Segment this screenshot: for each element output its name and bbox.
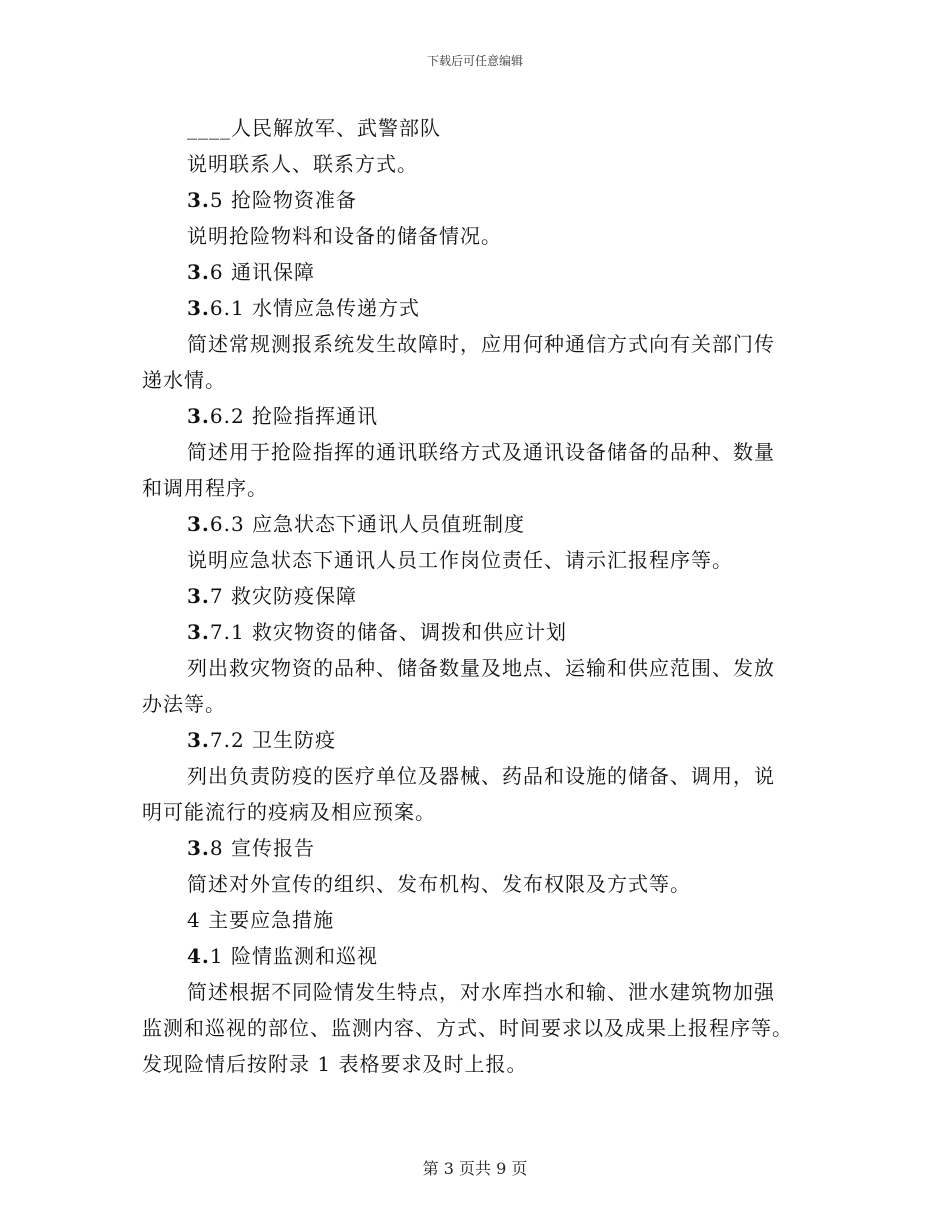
body-line — [142, 974, 812, 1010]
line-text: 列出负责防疫的医疗单位及器械、药品和设施的储备、调用，说 — [187, 764, 775, 788]
line-text: 4 主要应急措施 — [187, 908, 335, 932]
body-line — [142, 686, 812, 722]
section-number: 3. — [187, 260, 210, 284]
line-text: 简述对外宣传的组织、发布机构、发布权限及方式等。 — [187, 872, 691, 896]
line-text: 发现险情后按附录 1 表格要求及时上报。 — [142, 1052, 528, 1076]
line-text: 简述根据不同险情发生特点，对水库挡水和输、泄水建筑物加强 — [187, 980, 775, 1004]
body-line — [142, 1046, 812, 1082]
body-line — [142, 866, 812, 902]
section-heading — [142, 578, 812, 614]
line-text: 8 宣传报告 — [209, 836, 315, 860]
line-text: 明可能流行的疫病及相应预案。 — [142, 800, 436, 824]
line-text: 1 险情监测和巡视 — [209, 944, 378, 968]
section-number: 4. — [187, 944, 210, 968]
line-text: 说明联系人、联系方式。 — [187, 152, 418, 176]
section-number: 3. — [187, 836, 210, 860]
line-text: 7.2 卫生防疫 — [209, 728, 337, 752]
line-text: 递水情。 — [142, 368, 226, 392]
section-number: 3. — [187, 620, 210, 644]
section-number: 3. — [187, 728, 210, 752]
body-line — [142, 146, 812, 182]
line-text: 列出救灾物资的品种、储备数量及地点、运输和供应范围、发放 — [187, 656, 775, 680]
page-header: 下载后可任意编辑 — [426, 54, 523, 68]
line-text: 和调用程序。 — [142, 476, 268, 500]
section-heading — [142, 290, 812, 326]
section-number: 3. — [187, 296, 210, 320]
body-line — [142, 650, 812, 686]
body-line — [142, 434, 812, 470]
line-text: 办法等。 — [142, 692, 226, 716]
section-heading — [142, 722, 812, 758]
line-text: 7 救灾防疫保障 — [209, 584, 357, 608]
body-line — [142, 218, 812, 254]
section-number: 3. — [187, 584, 210, 608]
line-text: 6 通讯保障 — [209, 260, 315, 284]
body-line — [142, 326, 812, 362]
line-text: 7.1 救灾物资的储备、调拨和供应计划 — [209, 620, 568, 644]
line-text: 6.1 水情应急传递方式 — [209, 296, 421, 320]
line-text: 6.3 应急状态下通讯人员值班制度 — [209, 512, 526, 536]
line-text: 简述用于抢险指挥的通讯联络方式及通讯设备储备的品种、数量 — [187, 440, 775, 464]
document-body — [142, 110, 812, 1082]
body-line — [142, 794, 812, 830]
line-text: 说明抢险物料和设备的储备情况。 — [187, 224, 502, 248]
section-heading — [142, 938, 812, 974]
body-line — [142, 758, 812, 794]
section-heading — [142, 398, 812, 434]
body-line — [142, 902, 812, 938]
body-line — [142, 110, 812, 146]
section-number: 3. — [187, 188, 210, 212]
line-text: 说明应急状态下通讯人员工作岗位责任、请示汇报程序等。 — [187, 548, 733, 572]
section-number: 3. — [187, 512, 210, 536]
section-heading — [142, 830, 812, 866]
body-line — [142, 542, 812, 578]
section-heading — [142, 182, 812, 218]
line-text: 5 抢险物资准备 — [209, 188, 357, 212]
body-line — [142, 470, 812, 506]
body-line — [142, 362, 812, 398]
section-number: 3. — [187, 404, 210, 428]
section-heading — [142, 614, 812, 650]
line-text: 简述常规测报系统发生故障时，应用何种通信方式向有关部门传 — [187, 332, 775, 356]
line-text: ____人民解放军、武警部队 — [187, 116, 441, 140]
section-heading — [142, 254, 812, 290]
body-line — [142, 1010, 812, 1046]
line-text: 6.2 抢险指挥通讯 — [209, 404, 379, 428]
page-number: 第 3 页共 9 页 — [422, 1159, 528, 1178]
line-text: 监测和巡视的部位、监测内容、方式、时间要求以及成果上报程序等。 — [142, 1016, 793, 1040]
section-heading — [142, 506, 812, 542]
